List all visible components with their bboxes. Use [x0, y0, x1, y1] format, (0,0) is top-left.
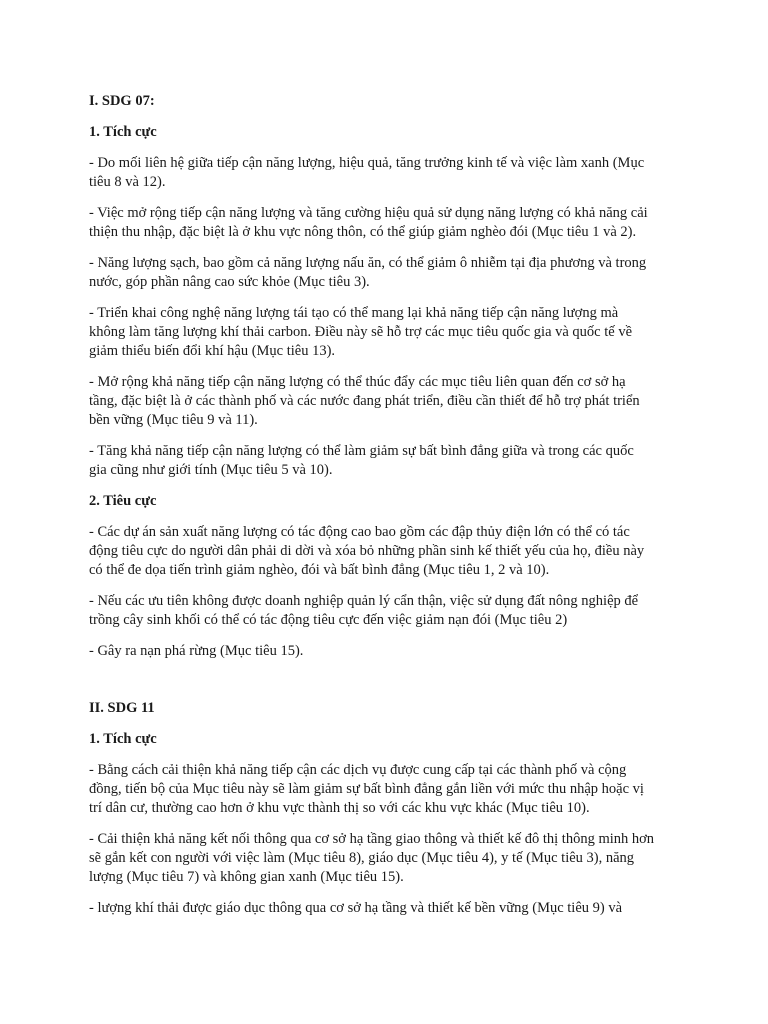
paragraph [89, 254, 689, 292]
subsection-heading: 1. Tích cực [89, 124, 157, 140]
paragraph [89, 830, 689, 887]
section-title: II. SDG 11 [89, 700, 155, 716]
paragraph-line: - Mở rộng khả năng tiếp cận năng lượng có thể thúc đẩy các mục tiêu liên quan đến cơ sở hạ [89, 374, 626, 390]
paragraph [89, 523, 689, 580]
paragraph-line: lượng (Mục tiêu 7) và không gian xanh (Mục tiêu 15). [89, 869, 404, 885]
paragraph-line: không làm tăng lượng khí thải carbon. Điều này sẽ hỗ trợ các mục tiêu quốc gia và quốc tế về [89, 324, 633, 340]
paragraph-line: giảm thiểu biến đổi khí hậu (Mục tiêu 13). [89, 343, 336, 359]
paragraph-line: thiện thu nhập, đặc biệt là ở khu vực nông thôn, có thể giúp giảm nghèo đói (Mục tiêu 1 và 2). [89, 224, 637, 240]
paragraph [89, 442, 689, 480]
paragraph-line: - Năng lượng sạch, bao gồm cả năng lượng nấu ăn, có thể giảm ô nhiễm tại địa phương và trong [89, 255, 647, 271]
paragraph-line: động tiêu cực do người dân phải di dời và xóa bỏ những phần sinh kế thiết yếu của họ, điều này [89, 543, 645, 559]
paragraph [89, 373, 689, 430]
paragraph [89, 899, 689, 918]
section-title: I. SDG 07: [89, 93, 155, 109]
paragraph-line: gia cũng như giới tính (Mục tiêu 5 và 10). [89, 462, 333, 478]
paragraph [89, 642, 689, 661]
paragraph-line: có thể đe dọa tiến trình giảm nghèo, đói và bất bình đẳng (Mục tiêu 1, 2 và 10). [89, 562, 550, 578]
paragraph-line: - Việc mở rộng tiếp cận năng lượng và tăng cường hiệu quả sử dụng năng lượng có khả năng cải [89, 205, 648, 221]
paragraph-line: - Do mối liên hệ giữa tiếp cận năng lượng, hiệu quả, tăng trưởng kinh tế và việc làm xanh (Mục [89, 155, 645, 171]
paragraph [89, 154, 689, 192]
subsection-heading: 2. Tiêu cực [89, 493, 157, 509]
paragraph-line: - lượng khí thải được giáo dục thông qua cơ sở hạ tầng và thiết kế bền vững (Mục tiêu 9) và [89, 900, 623, 916]
section-spacer [89, 673, 689, 699]
subsection-heading: 1. Tích cực [89, 731, 157, 747]
paragraph-line: trí dân cư, thường cao hơn ở khu vực thành thị so với các khu vực khác (Mục tiêu 10). [89, 800, 590, 816]
paragraph [89, 204, 689, 242]
paragraph [89, 304, 689, 361]
paragraph-line: - Triển khai công nghệ năng lượng tái tạo có thể mang lại khả năng tiếp cận năng lượng mà [89, 305, 619, 321]
paragraph-line: - Cải thiện khả năng kết nối thông qua cơ sở hạ tầng giao thông và thiết kế đô thị thông minh hơn [89, 831, 655, 847]
paragraph-line: - Bằng cách cải thiện khả năng tiếp cận các dịch vụ được cung cấp tại các thành phố và cộng [89, 762, 627, 778]
paragraph-line: - Tăng khả năng tiếp cận năng lượng có thể làm giảm sự bất bình đẳng giữa và trong các quốc [89, 443, 634, 459]
paragraph-line: nước, góp phần nâng cao sức khỏe (Mục tiêu 3). [89, 274, 370, 290]
paragraph-line: bền vững (Mục tiêu 9 và 11). [89, 412, 258, 428]
paragraph-line: đồng, tiến bộ của Mục tiêu này sẽ làm giảm sự bất bình đẳng gắn liền với mức thu nhập hoặc vị [89, 781, 644, 797]
paragraph-line: trồng cây sinh khối có thể có tác động tiêu cực đến việc giảm nạn đói (Mục tiêu 2) [89, 612, 568, 628]
paragraph-line: tầng, đặc biệt là ở các thành phố và các nước đang phát triển, điều cần thiết để hỗ trợ phát triển [89, 393, 640, 409]
paragraph [89, 592, 689, 630]
paragraph-line: tiêu 8 và 12). [89, 174, 166, 190]
paragraph-line: sẽ gắn kết con người với việc làm (Mục tiêu 8), giáo dục (Mục tiêu 4), y tế (Mục tiêu 3), năng [89, 850, 635, 866]
paragraph-line: - Gây ra nạn phá rừng (Mục tiêu 15). [89, 643, 304, 659]
document-page [89, 92, 689, 930]
paragraph-line: - Nếu các ưu tiên không được doanh nghiệp quản lý cẩn thận, việc sử dụng đất nông nghiệp để [89, 593, 639, 609]
paragraph-line: - Các dự án sản xuất năng lượng có tác động cao bao gồm các đập thủy điện lớn có thể có tác [89, 524, 630, 540]
paragraph [89, 761, 689, 818]
